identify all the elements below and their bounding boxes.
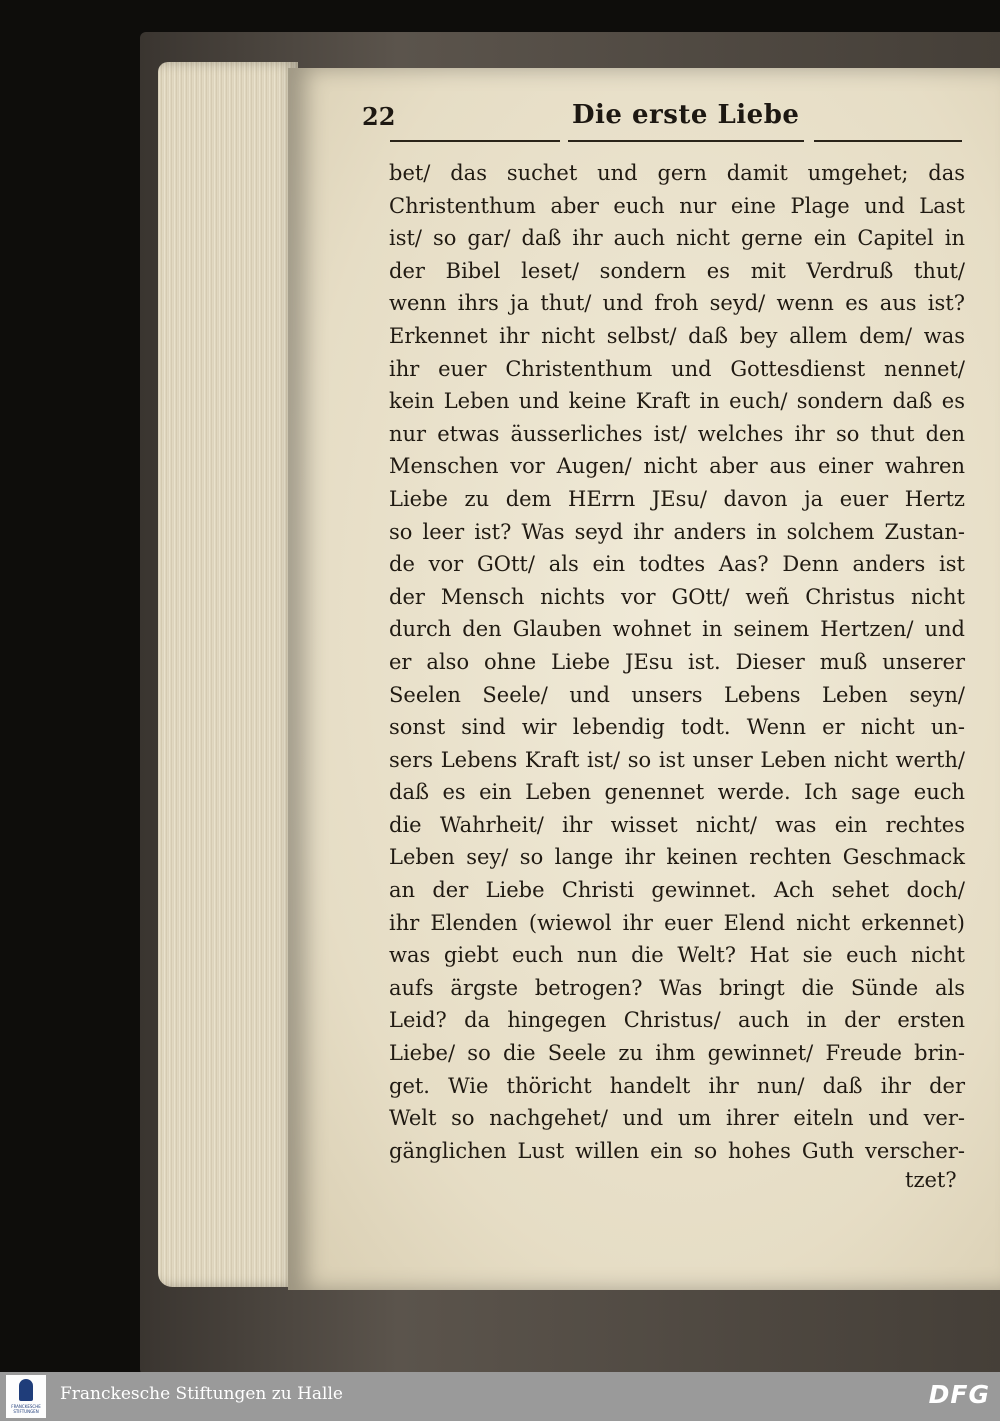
text-line: ist/ so gar/ daß ihr auch nicht gerne ein Capitel in: [389, 226, 965, 251]
text-line: Seelen Seele/ und unsers Lebens Leben seyn/: [389, 682, 965, 707]
head-rule-center: [568, 140, 804, 142]
text-line: nur etwas äusserliches ist/ welches ihr so thut den: [389, 421, 965, 446]
text-line: der Bibel leset/ sondern es mit Verdruß thut/: [389, 258, 965, 283]
dfg-logo[interactable]: DFG: [928, 1380, 990, 1409]
text-line: ihr Elenden (wiewol ihr euer Elend nicht erkennet): [389, 910, 965, 935]
text-line: Liebe zu dem HErrn JEsu/ davon ja euer Hertz: [389, 486, 965, 511]
page-edges: [158, 62, 298, 1287]
body-text: [389, 157, 965, 1197]
text-line: gänglichen Lust willen ein so hohes Guth verscher-: [389, 1138, 965, 1163]
text-line: kein Leben und keine Kraft in euch/ sondern daß es: [389, 389, 965, 414]
institution-name[interactable]: Franckesche Stiftungen zu Halle: [60, 1384, 343, 1404]
text-line: die Wahrheit/ ihr wisset nicht/ was ein rechtes: [389, 812, 965, 837]
head-rule-left: [390, 140, 560, 142]
text-line: Erkennet ihr nicht selbst/ daß bey allem dem/ was: [389, 323, 965, 348]
running-head: [362, 98, 962, 142]
text-line: Leben sey/ so lange ihr keinen rechten Geschmack: [389, 845, 965, 870]
institution-logo[interactable]: [6, 1375, 46, 1418]
text-line: daß es ein Leben genennet werde. Ich sage euch: [389, 780, 965, 805]
text-line: der Mensch nichts vor GOtt/ weñ Christus nicht: [389, 584, 965, 609]
text-line: sonst sind wir lebendig todt. Wenn er nicht un-: [389, 715, 965, 740]
running-title: Die erste Liebe: [572, 100, 800, 130]
text-line: Christenthum aber euch nur eine Plage und Last: [389, 193, 965, 218]
text-line: wenn ihrs ja thut/ und froh seyd/ wenn es aus ist?: [389, 291, 965, 316]
head-rule-right: [814, 140, 962, 142]
text-line: bet/ das suchet und gern damit umgehet; das: [389, 161, 965, 185]
catchword: tzet?: [905, 1168, 957, 1192]
text-line: Leid? da hingegen Christus/ auch in der ersten: [389, 1008, 965, 1033]
text-line: de vor GOtt/ als ein todtes Aas? Denn anders ist: [389, 552, 965, 577]
text-line: durch den Glauben wohnet in seinem Hertzen/ und: [389, 617, 965, 642]
text-line: Liebe/ so die Seele zu ihm gewinnet/ Freude brin-: [389, 1041, 965, 1066]
text-line: was giebt euch nun die Welt? Hat sie euch nicht: [389, 943, 965, 968]
text-line: Menschen vor Augen/ nicht aber aus einer wahren: [389, 454, 965, 479]
text-line: an der Liebe Christi gewinnet. Ach sehet doch/: [389, 878, 965, 903]
text-line: get. Wie thöricht handelt ihr nun/ daß ihr der: [389, 1073, 965, 1098]
text-line: er also ohne Liebe JEsu ist. Dieser muß unserer: [389, 649, 965, 674]
text-line: aufs ärgste betrogen? Was bringt die Sünde als: [389, 975, 965, 1000]
text-line: sers Lebens Kraft ist/ so ist unser Leben nicht werth/: [389, 747, 965, 772]
page-number: 22: [362, 102, 396, 131]
text-line: Welt so nachgehet/ und um ihrer eiteln und ver-: [389, 1106, 965, 1131]
text-line: ihr euer Christenthum und Gottesdienst nennet/: [389, 356, 965, 381]
text-line: so leer ist? Was seyd ihr anders in solchem Zustan-: [389, 519, 965, 544]
footer-bar: [0, 1372, 1000, 1421]
emblem-icon: [19, 1379, 33, 1401]
logo-text: FRANCKESCHE STIFTUNGEN: [11, 1404, 41, 1414]
